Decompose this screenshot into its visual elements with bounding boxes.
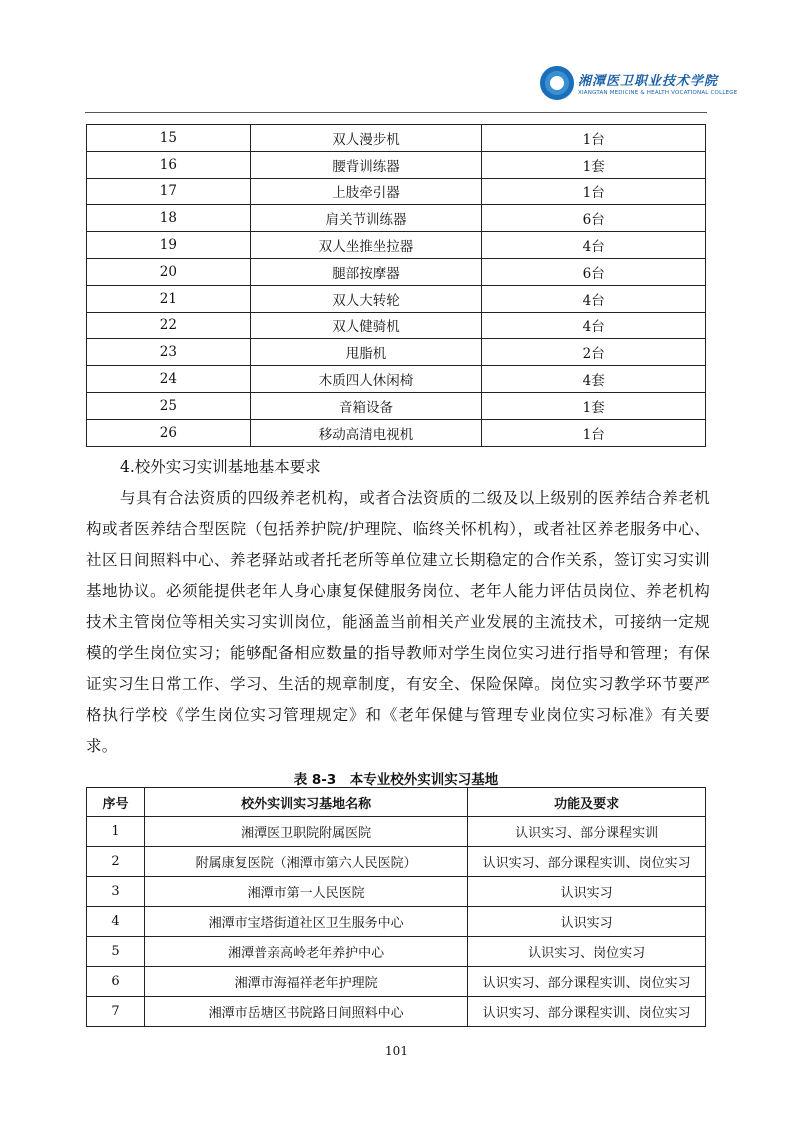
table-row [87,312,706,339]
cell-index: 2 [87,847,145,877]
cell-equipment-name: 木质四人休闲椅 [250,366,482,393]
table-row [87,392,706,419]
table-row [87,967,706,997]
table-caption: 表 8-3 本专业校外实训实习基地 [293,772,499,788]
cell-index: 25 [87,392,251,419]
cell-equipment-name: 音箱设备 [250,392,482,419]
school-name: 湘潭医卫职业技术学院 [578,74,719,89]
header-divider [85,112,707,113]
cell-quantity: 4台 [482,232,706,259]
equipment-table [86,124,706,447]
cell-quantity: 1套 [482,151,706,178]
cell-quantity: 4台 [482,285,706,312]
cell-base-name: 湘潭市第一人民医院 [144,877,467,907]
practice-base-table-body [87,817,706,1027]
table-row [87,997,706,1027]
table-row [87,937,706,967]
cell-index: 6 [87,967,145,997]
cell-function: 认识实习、部分课程实训 [468,817,706,847]
cell-equipment-name: 肩关节训练器 [250,205,482,232]
table-row [87,178,706,205]
table-row [87,339,706,366]
cell-function: 认识实习、部分课程实训、岗位实习 [468,847,706,877]
cell-quantity: 6台 [482,258,706,285]
cell-base-name: 湘潭市宝塔街道社区卫生服务中心 [144,907,467,937]
cell-quantity: 2台 [482,339,706,366]
header-index: 序号 [87,788,145,817]
section-content [86,452,710,762]
cell-function: 认识实习、部分课程实训、岗位实习 [468,997,706,1027]
cell-equipment-name: 甩脂机 [250,339,482,366]
cell-equipment-name: 上肢牵引器 [250,178,482,205]
cell-quantity: 4台 [482,312,706,339]
table-row [87,366,706,393]
table-row [87,907,706,937]
cell-index: 24 [87,366,251,393]
header-base-name: 校外实训实习基地名称 [144,788,467,817]
cell-function: 认识实习 [468,907,706,937]
cell-function: 认识实习、岗位实习 [468,937,706,967]
cell-index: 21 [87,285,251,312]
school-logo-icon [540,66,574,100]
cell-base-name: 湘潭医卫职院附属医院 [144,817,467,847]
table-row [87,258,706,285]
cell-equipment-name: 双人大转轮 [250,285,482,312]
cell-index: 3 [87,877,145,907]
header-function: 功能及要求 [468,788,706,817]
table-row [87,877,706,907]
cell-index: 26 [87,419,251,446]
cell-quantity: 1台 [482,178,706,205]
cell-quantity: 6台 [482,205,706,232]
table-row [87,285,706,312]
cell-equipment-name: 腰背训练器 [250,151,482,178]
section-heading: 4.校外实习实训基地基本要求 [120,458,321,476]
cell-index: 17 [87,178,251,205]
cell-index: 18 [87,205,251,232]
cell-base-name: 湘潭市海福祥老年护理院 [144,967,467,997]
cell-equipment-name: 双人健骑机 [250,312,482,339]
cell-equipment-name: 双人漫步机 [250,125,482,152]
cell-quantity: 1台 [482,125,706,152]
cell-quantity: 4套 [482,366,706,393]
cell-function: 认识实习 [468,877,706,907]
table-row [87,232,706,259]
cell-base-name: 附属康复医院（湘潭市第六人民医院） [144,847,467,877]
table-row [87,419,706,446]
section-paragraph: 与具有合法资质的四级养老机构，或者合法资质的二级及以上级别的医养结合养老机构或者医养结合型医院（包括养护院/护理院、临终关怀机构），或者社区养老服务中心、社区日间照料中心、养老驿站或者托老所等单位建立长期稳定的合作关系，签订实习实训基地协议。必须能提供老年人身心康复保健服务岗位、老年人能力评估员岗位、养老机构技术主管岗位等相关实习实训岗位，能涵盖当前相关产业发展的主流技术，可接纳一定规模的学生岗位实习；能够配备相应数量的指导教师对学生岗位实习进行指导和管理；有保证实习生日常工作、学习、生活的规章制度，有安全、保险保障。岗位实习教学环节要严格执行学校《学生岗位实习管理规定》和《老年保健与管理专业岗位实习标准》有关要求。 [86,489,710,755]
equipment-table-body [87,125,706,447]
cell-quantity: 1套 [482,392,706,419]
table-row [87,847,706,877]
cell-index: 4 [87,907,145,937]
practice-base-table [86,787,706,1027]
cell-index: 23 [87,339,251,366]
cell-base-name: 湘潭市岳塘区书院路日间照料中心 [144,997,467,1027]
cell-equipment-name: 移动高清电视机 [250,419,482,446]
page-number: 101 [385,1044,408,1058]
table-row [87,125,706,152]
cell-index: 20 [87,258,251,285]
cell-index: 1 [87,817,145,847]
cell-equipment-name: 双人坐推坐拉器 [250,232,482,259]
cell-index: 7 [87,997,145,1027]
table-row [87,151,706,178]
cell-index: 15 [87,125,251,152]
cell-function: 认识实习、部分课程实训、岗位实习 [468,967,706,997]
page-header [0,0,793,118]
cell-quantity: 1台 [482,419,706,446]
cell-base-name: 湘潭普亲高岭老年养护中心 [144,937,467,967]
school-logo-text [578,70,737,96]
cell-index: 22 [87,312,251,339]
cell-equipment-name: 腿部按摩器 [250,258,482,285]
cell-index: 19 [87,232,251,259]
cell-index: 16 [87,151,251,178]
cell-index: 5 [87,937,145,967]
table-row [87,817,706,847]
table-header-row [87,788,706,817]
school-name-en: XIANGTAN MEDICINE & HEALTH VOCATIONAL COLLEGE [578,90,738,96]
table-row [87,205,706,232]
